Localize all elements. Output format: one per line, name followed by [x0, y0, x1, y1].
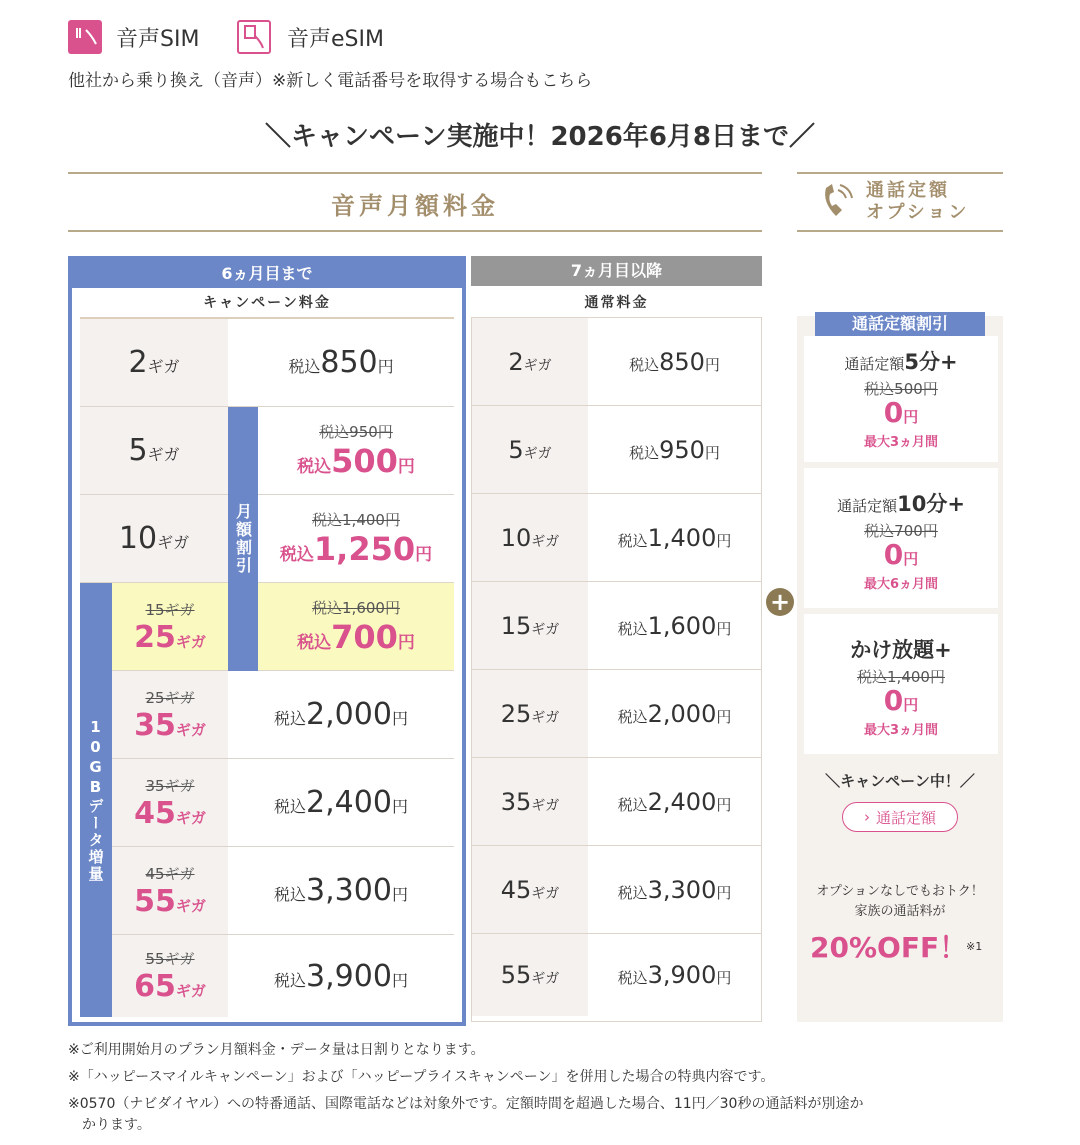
campaign-data-10: 10ギガ: [80, 495, 228, 583]
option-card-10min: 通話定額10分+ 税込700円 0円 最大6ヵ月間: [804, 468, 998, 608]
campaign-price-2: 税込850円: [228, 319, 454, 407]
normal-price-cell: 税込3,300円: [588, 846, 761, 934]
campaign-title: ＼キャンペーン実施中！2026年6月8日まで／: [264, 122, 816, 152]
normal-price-cell: 税込2,400円: [588, 758, 761, 846]
esim-icon: [237, 20, 271, 54]
option-title-2: オプション: [866, 202, 970, 223]
campaign-data-55: 45ギガ 55ギガ: [112, 847, 228, 935]
campaign-price-5: 税込950円 税込500円: [258, 407, 454, 495]
campaign-price-55: 税込3,300円: [228, 847, 454, 935]
note-3: ※0570（ナビダイヤル）への特番通話、国際電話などは対象外です。定額時間を超過した場合、11円／30秒の通話料が別途か: [68, 1096, 864, 1112]
normal-data-cell: 10ギガ: [472, 494, 588, 582]
campaign-price-45: 税込2,400円: [228, 759, 454, 847]
normal-price-cell: 税込3,900円: [588, 934, 761, 1016]
normal-data-cell: 25ギガ: [472, 670, 588, 758]
voice-esim-label: 音声eSIM: [287, 27, 384, 52]
normal-price-cell: 税込1,400円: [588, 494, 761, 582]
normal-price-cell: 税込1,600円: [588, 582, 761, 670]
monthly-fee-title: 音声月額料金: [331, 192, 499, 220]
chevron-right-icon: ›: [863, 808, 870, 826]
campaign-price-25: 税込1,600円 税込700円: [258, 583, 454, 671]
campaign-data-45: 35ギガ 45ギガ: [112, 759, 228, 847]
option-card-unlimited: かけ放題+ 税込1,400円 0円 最大3ヵ月間: [804, 614, 998, 754]
campaign-price-10: 税込1,400円 税込1,250円: [258, 495, 454, 583]
normal-head: 7ヵ月目以降: [471, 256, 762, 286]
monthly-discount-label: 月額割引: [228, 407, 258, 671]
normal-subhead: 通常料金: [584, 295, 649, 311]
normal-data-cell: 2ギガ: [472, 318, 588, 406]
normal-price-cell: 税込850円: [588, 318, 761, 406]
divider: [797, 230, 1003, 232]
campaign-now-label: ＼キャンペーン中！／: [825, 772, 975, 790]
campaign-data-2: 2ギガ: [80, 319, 228, 407]
normal-data-cell: 35ギガ: [472, 758, 588, 846]
campaign-subhead: キャンペーン料金: [203, 295, 331, 311]
family-off: 20%OFF！: [810, 931, 968, 964]
option-badge: 通話定額割引: [815, 312, 985, 336]
campaign-price-65: 税込3,900円: [228, 935, 454, 1017]
campaign-data-35: 25ギガ 35ギガ: [112, 671, 228, 759]
campaign-data-65: 55ギガ 65ギガ: [112, 935, 228, 1017]
campaign-price-35: 税込2,000円: [228, 671, 454, 759]
campaign-data-25: 15ギガ 25ギガ: [112, 583, 228, 671]
note-1: ※ご利用開始月のプラン月額料金・データ量は日割りとなります。: [68, 1042, 485, 1058]
normal-price-cell: 税込950円: [588, 406, 761, 494]
campaign-head: 6ヵ月目まで: [72, 260, 462, 288]
subtitle: 他社から乗り換え（音声）※新しく電話番号を取得する場合もこちら: [68, 71, 593, 91]
divider: [68, 230, 762, 232]
note-2: ※「ハッピースマイルキャンペーン」および「ハッピープライスキャンペーン」を併用した場合の特典内容です。: [68, 1069, 775, 1085]
family-discount: オプションなしでもおトク！ 家族の通話料が: [816, 884, 984, 919]
option-card-5min: 通話定額5分+ 税込500円 0円 最大3ヵ月間: [804, 336, 998, 462]
plus-icon: +: [766, 588, 794, 616]
family-note: ※1: [966, 940, 983, 953]
normal-data-cell: 5ギガ: [472, 406, 588, 494]
normal-price-cell: 税込2,000円: [588, 670, 761, 758]
option-title-1: 通話定額: [866, 180, 950, 201]
normal-data-cell: 15ギガ: [472, 582, 588, 670]
sim-icon: [68, 20, 102, 54]
call-option-button[interactable]: › 通話定額: [842, 802, 958, 832]
divider: [797, 172, 1003, 174]
campaign-data-5: 5ギガ: [80, 407, 228, 495]
normal-data-cell: 55ギガ: [472, 934, 588, 1016]
note-3b: かります。: [82, 1117, 151, 1133]
phone-icon: [820, 182, 856, 226]
voice-sim-label: 音声SIM: [116, 27, 200, 52]
divider: [68, 172, 762, 174]
data-increase-label: 10GBデータ増量: [80, 583, 112, 1017]
normal-data-cell: 45ギガ: [472, 846, 588, 934]
